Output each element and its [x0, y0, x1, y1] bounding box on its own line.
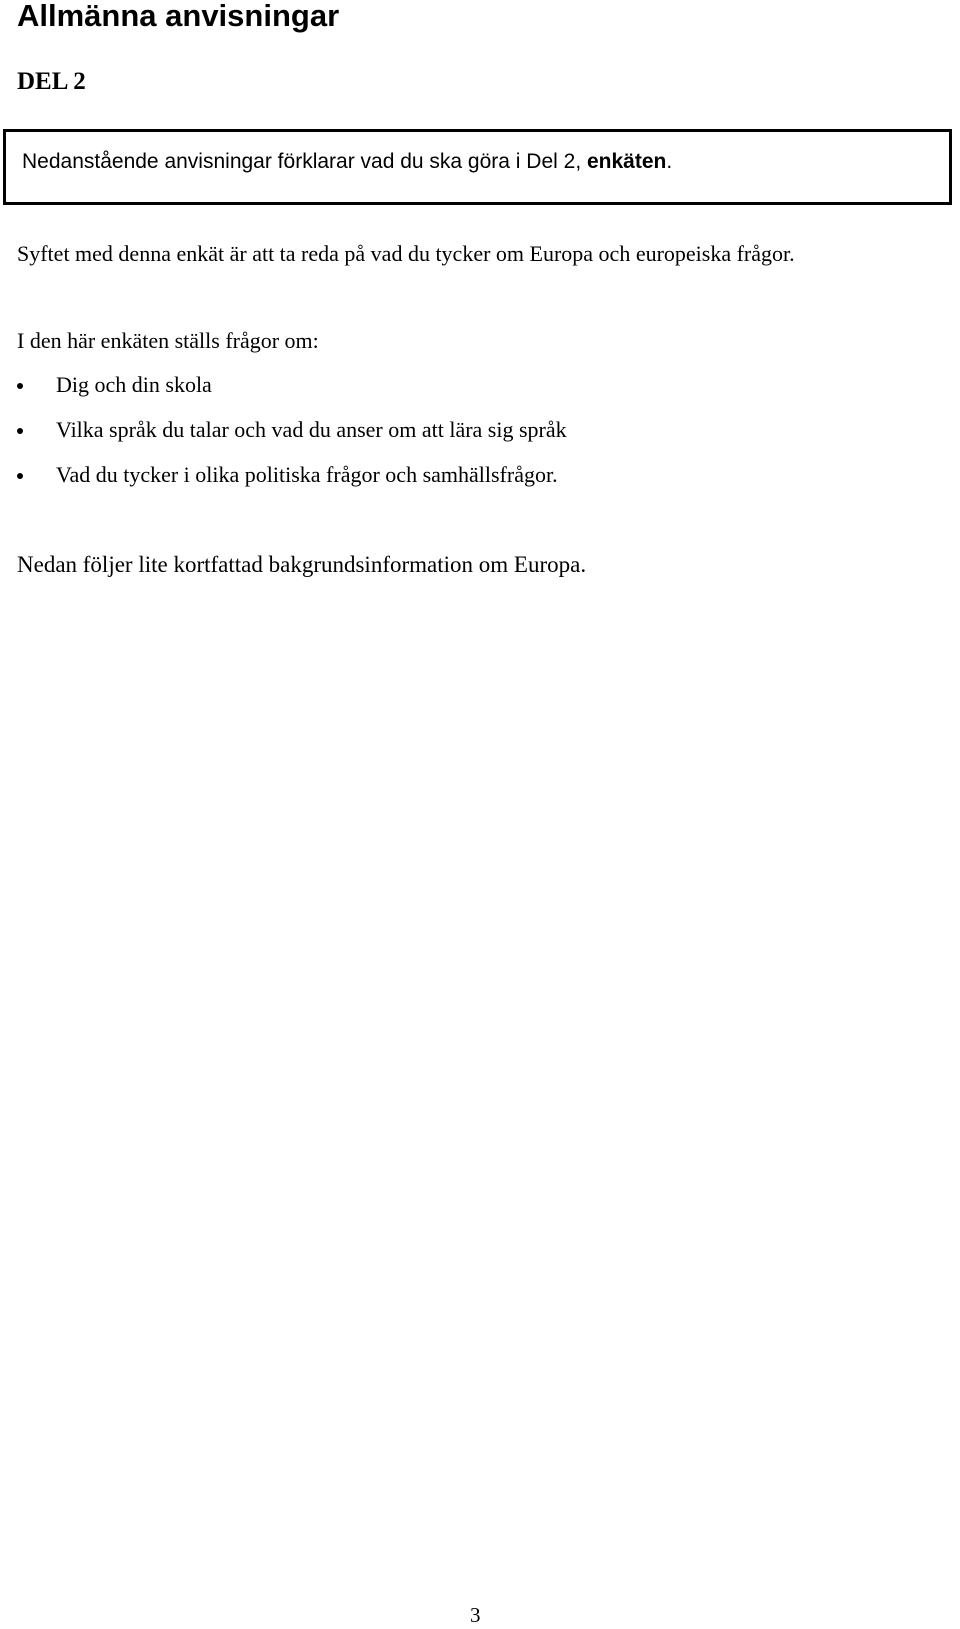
list-item [0, 460, 940, 505]
list-item [0, 415, 940, 460]
instructions-text-main: Nedanstående anvisningar förklarar vad du ska göra i Del 2, [22, 150, 582, 173]
list-item [0, 370, 940, 415]
list-item-text: Vad du tycker i olika politiska frågor och samhällsfrågor. [56, 462, 558, 487]
topics-intro: I den här enkäten ställs frågor om: [17, 328, 319, 353]
instructions-box [3, 129, 952, 205]
instructions-text-emphasis: enkäten [587, 150, 667, 173]
page-title: Allmänna anvisningar [17, 0, 340, 33]
bullet-icon [17, 383, 23, 389]
page-number: 3 [470, 1603, 481, 1627]
instructions-text-end: . [666, 150, 673, 173]
list-item-text: Dig och din skola [56, 372, 212, 397]
section-heading: DEL 2 [17, 68, 86, 95]
instructions-text [22, 148, 672, 176]
bullet-icon [17, 473, 23, 479]
list-item-text: Vilka språk du talar och vad du anser om att lära sig språk [56, 417, 567, 442]
closing-paragraph: Nedan följer lite kortfattad bakgrundsinformation om Europa. [17, 552, 587, 577]
purpose-paragraph: Syftet med denna enkät är att ta reda på vad du tycker om Europa och europeiska frågor. [17, 241, 795, 266]
topic-list [0, 370, 940, 505]
bullet-icon [17, 428, 23, 434]
